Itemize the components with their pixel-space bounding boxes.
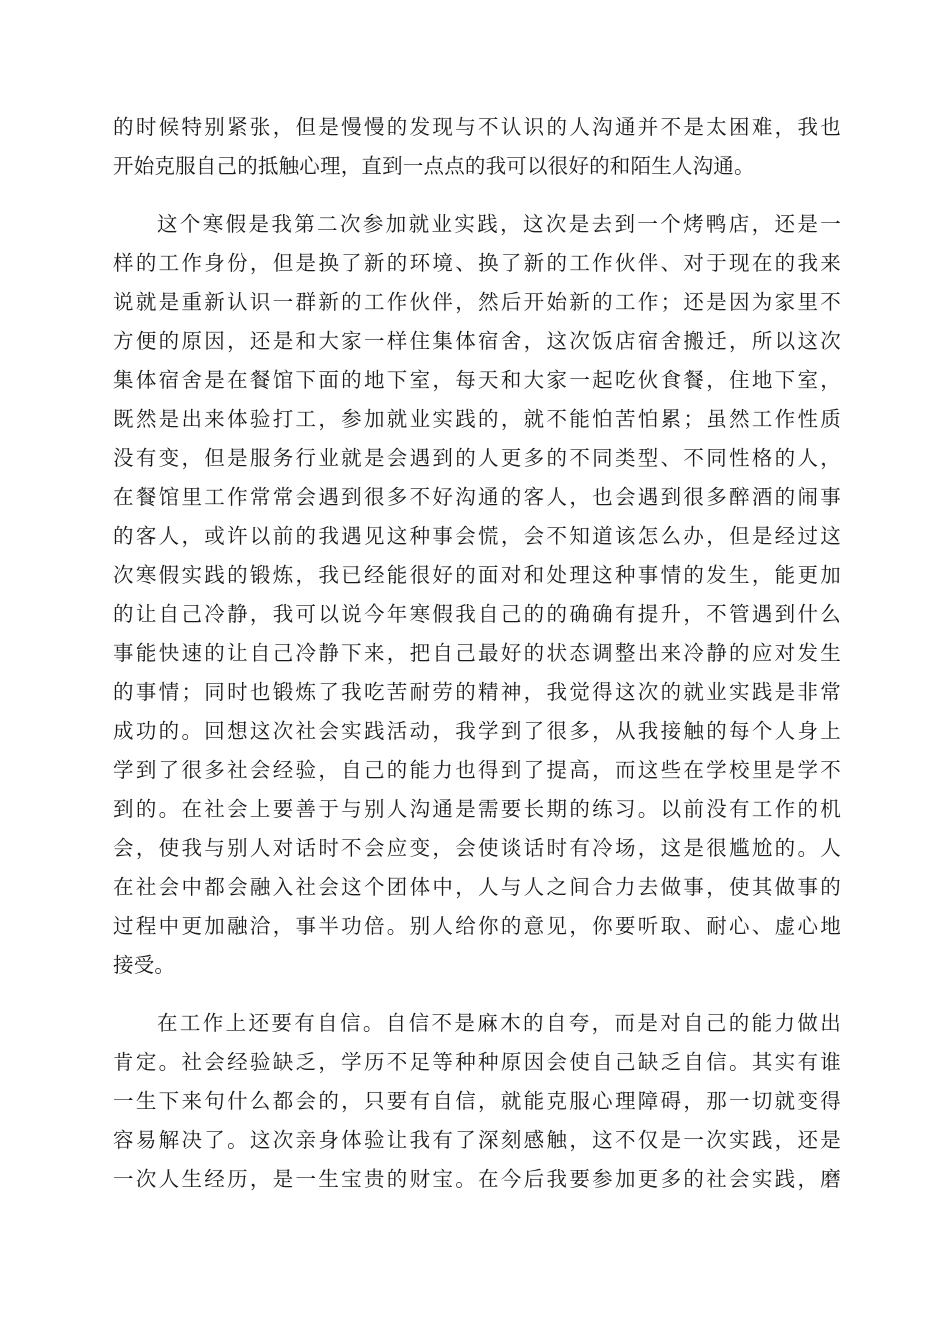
text-line: 过程中更加融洽，事半功倍。别人给你的意见，你要听取、耐心、虚心地	[113, 914, 841, 938]
text-line: 容易解决了。这次亲身体验让我有了深刻感触，这不仅是一次实践，还是	[113, 1128, 841, 1152]
text-line: 在工作上还要有自信。自信不是麻木的自夸，而是对自己的能力做出	[157, 1011, 841, 1035]
text-line: 事能快速的让自己冷静下来，把自己最好的状态调整出来冷静的应对发生	[113, 641, 841, 665]
text-line: 说就是重新认识一群新的工作伙伴，然后开始新的工作；还是因为家里不	[113, 290, 841, 314]
text-line: 开始克服自己的抵触心理，直到一点点的我可以很好的和陌生人沟通。	[113, 154, 755, 178]
text-line: 在餐馆里工作常常会遇到很多不好沟通的客人，也会遇到很多醉酒的闹事	[113, 485, 841, 509]
text-line: 没有变，但是服务行业就是会遇到的人更多的不同类型、不同性格的人，	[113, 446, 841, 470]
text-line: 会，使我与别人对话时不会应变，会使谈话时有冷场，这是很尴尬的。人	[113, 836, 841, 860]
text-line: 学到了很多社会经验，自己的能力也得到了提高，而这些在学校里是学不	[113, 758, 841, 782]
text-line: 一次人生经历，是一生宝贵的财宝。在今后我要参加更多的社会实践，磨	[113, 1167, 841, 1191]
text-line: 一生下来句什么都会的，只要有自信，就能克服心理障碍，那一切就变得	[113, 1089, 841, 1113]
text-line: 成功的。回想这次社会实践活动，我学到了很多，从我接触的每个人身上	[113, 719, 841, 743]
text-line: 既然是出来体验打工，参加就业实践的，就不能怕苦怕累；虽然工作性质	[113, 407, 841, 431]
text-line: 的事情；同时也锻炼了我吃苦耐劳的精神，我觉得这次的就业实践是非常	[113, 680, 841, 704]
text-line: 集体宿舍是在餐馆下面的地下室，每天和大家一起吃伙食餐，住地下室，	[113, 368, 841, 392]
text-line: 方便的原因，还是和大家一样住集体宿舍，这次饭店宿舍搬迁，所以这次	[113, 329, 841, 353]
text-line: 到的。在社会上要善于与别人沟通是需要长期的练习。以前没有工作的机	[113, 797, 841, 821]
text-line: 次寒假实践的锻炼，我已经能很好的面对和处理这种事情的发生，能更加	[113, 563, 841, 587]
text-line: 在社会中都会融入社会这个团体中，人与人之间合力去做事，使其做事的	[113, 875, 841, 899]
text-line: 的客人，或许以前的我遇见这种事会慌，会不知道该怎么办，但是经过这	[113, 524, 841, 548]
paragraph-gap	[113, 985, 841, 1004]
text-line: 接受。	[113, 953, 176, 977]
paragraph-gap	[113, 186, 841, 205]
text-line: 肯定。社会经验缺乏，学历不足等种种原因会使自己缺乏自信。其实有谁	[113, 1050, 841, 1074]
text-line: 样的工作身份，但是换了新的环境、换了新的工作伙伴、对于现在的我来	[113, 251, 841, 275]
text-line: 的时候特别紧张，但是慢慢的发现与不认识的人沟通并不是太困难，我也	[113, 115, 841, 139]
text-line: 的让自己冷静，我可以说今年寒假我自己的的确确有提升，不管遇到什么	[113, 602, 841, 626]
text-line: 这个寒假是我第二次参加就业实践，这次是去到一个烤鸭店，还是一	[157, 212, 841, 236]
document-body	[113, 108, 841, 1199]
